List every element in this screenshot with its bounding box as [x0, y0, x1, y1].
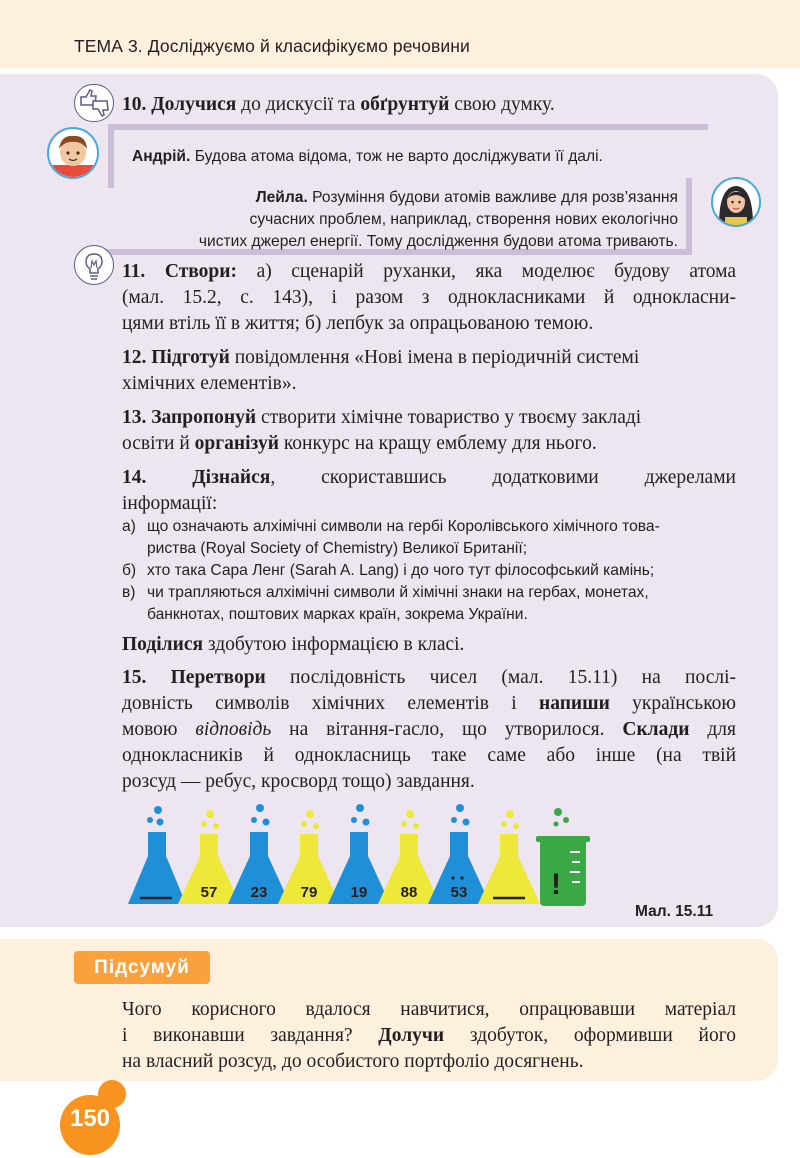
dialog-bar-leila-right — [686, 178, 692, 254]
task-13-verb-1: Запропонуй — [151, 407, 257, 428]
share-verb: Поділися — [122, 634, 204, 655]
flask-number-53: 53 — [450, 884, 468, 901]
dialog-bar-andrii-top — [108, 124, 708, 130]
boy-face-icon — [49, 129, 97, 177]
task-15-line-5: розсуд — ребус, кросворд тощо) завдання. — [122, 771, 475, 792]
task-13-line-2 — [122, 431, 736, 457]
figure-15-11 — [120, 800, 610, 912]
leila-line-3: чистих джерел енергії. Тому дослідження будови атома тривають. — [198, 233, 678, 250]
leila-text — [199, 187, 678, 253]
flask-number-88: 88 — [400, 884, 418, 901]
beaker-green — [536, 808, 590, 906]
task-11 — [122, 259, 736, 337]
flask-number-19: 19 — [350, 884, 368, 901]
task-10 — [122, 92, 555, 118]
leila-line-1 — [199, 187, 678, 209]
summary-line-1: Чого корисного вдалося навчитися, опрацювавши матеріал — [122, 999, 736, 1020]
leila-avatar — [711, 177, 761, 227]
task-14-item-c — [122, 582, 742, 626]
task-12 — [122, 345, 736, 397]
discussion-icon-badge — [74, 84, 114, 122]
flask-number-79: 79 — [300, 884, 318, 901]
task-15-line-3c: для — [689, 719, 736, 740]
girl-face-icon — [713, 179, 759, 225]
summary-line-2 — [122, 1023, 736, 1049]
task-11-verb: Створи: — [164, 261, 238, 282]
leila-line-2: сучасних проблем, наприклад, створення нових екологічно — [249, 211, 678, 228]
item-b-line-1: хто така Сара Ленг (Sarah A. Lang) і до чого тут філософський камінь; — [147, 562, 655, 579]
lightbulb-icon — [75, 246, 113, 284]
task-15-line-2b: українською — [609, 693, 736, 714]
task-13-line-1 — [122, 405, 736, 431]
flask-blue-1 — [128, 806, 186, 904]
task-14-verb: Дізнайся — [192, 467, 271, 488]
task-11-line-2: (мал. 15.2, с. 143), і разом з однокласниками й однокласни- — [122, 287, 736, 308]
task-14-item-b — [122, 560, 742, 582]
header-bar — [0, 0, 800, 68]
summary-line-2a: і виконавши завдання? — [122, 1025, 379, 1046]
task-15-line-3 — [122, 717, 736, 743]
task-12-line-1-text: повідомлення «Нові імена в періодичній системі — [229, 347, 640, 368]
task-13 — [122, 405, 736, 457]
task-13-verb-2: організуй — [194, 433, 279, 454]
task-10-text-2: свою думку. — [449, 94, 555, 115]
task-10-verb-1: Долучися — [151, 94, 237, 115]
task-15-verb-1: Перетвори — [170, 667, 266, 688]
task-12-number: 12. — [122, 347, 147, 368]
idea-icon-badge — [74, 245, 114, 285]
andrii-name: Андрій. — [132, 148, 191, 165]
thumbs-up-down-icon — [75, 85, 113, 121]
task-10-verb-2: обґрунтуй — [360, 94, 450, 115]
flask-yellow-blank — [478, 810, 540, 904]
task-11-number: 11. — [122, 261, 146, 282]
andrii-avatar — [47, 127, 99, 179]
task-15-verb-3: Склади — [622, 719, 690, 740]
task-12-line-1 — [122, 345, 736, 371]
task-12-line-2: хімічних елементів». — [122, 373, 297, 394]
summary-verb: Долучи — [378, 1025, 445, 1046]
task-15-line-4: однокласників й однокласниць таке саме або інше (на твій — [122, 745, 736, 766]
task-15 — [122, 665, 736, 795]
item-c-line-1: чи трапляються алхімічні символи й хімічні знаки на гербах, монетах, — [147, 584, 649, 601]
item-c-label: в) — [122, 584, 136, 601]
page-number: 150 — [69, 1105, 111, 1132]
task-14-number: 14. — [122, 467, 147, 488]
task-14-line-2: інформації: — [122, 493, 218, 514]
task-15-line-1 — [122, 665, 736, 691]
flask-number-23: 23 — [250, 884, 268, 901]
task-15-verb-2: напиши — [538, 693, 610, 714]
task-12-verb: Підготуй — [151, 347, 230, 368]
task-15-line-3b: на вітання-гасло, що утворилося. — [271, 719, 623, 740]
task-14 — [122, 465, 736, 517]
task-15-line-2a: довність символів хімічних елементів і — [122, 693, 539, 714]
task-15-line-1-text: послідовність чисел (мал. 15.11) на послі- — [265, 667, 736, 688]
exclamation-mark: ! — [551, 868, 561, 901]
task-10-number: 10. — [122, 94, 147, 115]
task-13-line-1-text: створити хімічне товариство у твоєму закладі — [256, 407, 642, 428]
summary-text — [122, 997, 736, 1075]
summary-line-2b: здобуток, оформивши його — [444, 1025, 736, 1046]
item-a-label: а) — [122, 518, 136, 535]
item-a-line-2: риства (Royal Society of Chemistry) Великої Британії; — [147, 540, 528, 557]
andrii-line — [132, 146, 603, 168]
figure-label: Мал. 15.11 — [635, 903, 714, 920]
item-c-line-2: банкнотах, поштових марках країн, зокрема України. — [147, 606, 528, 623]
task-15-number: 15. — [122, 667, 147, 688]
task-11-line-3: цями втіль її в життя; б) лепбук за опрацьованою темою. — [122, 313, 594, 334]
summary-line-3: на власний розсуд, до особистого портфоліо досягнень. — [122, 1051, 584, 1072]
item-a-line-1: що означають алхімічні символи на гербі Королівського хімічного това- — [147, 518, 660, 535]
task-13-number: 13. — [122, 407, 147, 428]
task-14-item-a — [122, 516, 742, 560]
andrii-text: Будова атома відома, тож не варто досліджувати її далі. — [190, 148, 603, 165]
task-15-line-2 — [122, 691, 736, 717]
task-14-line-1-text: , скориставшись додатковими джерелами — [270, 467, 736, 488]
task-14-share — [122, 632, 464, 658]
task-11-line-1-text: а) сценарій руханки, яка моделює будову атома — [237, 261, 737, 282]
topic-title: ТЕМА 3. Досліджуємо й класифікуємо речовини — [74, 36, 470, 56]
task-15-italic: відповідь — [195, 719, 272, 740]
task-13-line-2a: освіти й — [122, 433, 195, 454]
leila-line-1-text: Розуміння будови атомів важливе для розв’язання — [307, 189, 678, 206]
item-b-label: б) — [122, 562, 137, 579]
summary-badge: Підсумуй — [74, 951, 210, 984]
task-14-line-1 — [122, 465, 736, 491]
task-13-line-2b: конкурс на кращу емблему для нього. — [278, 433, 597, 454]
flask-number-57: 57 — [200, 884, 218, 901]
share-text: здобутою інформацією в класі. — [203, 634, 465, 655]
task-10-text-1: до дискусії та — [236, 94, 361, 115]
leila-name: Лейла. — [255, 189, 308, 206]
task-15-line-3a: мовою — [122, 719, 196, 740]
dialog-bar-andrii-left — [108, 124, 114, 188]
task-11-line-1 — [122, 259, 736, 285]
